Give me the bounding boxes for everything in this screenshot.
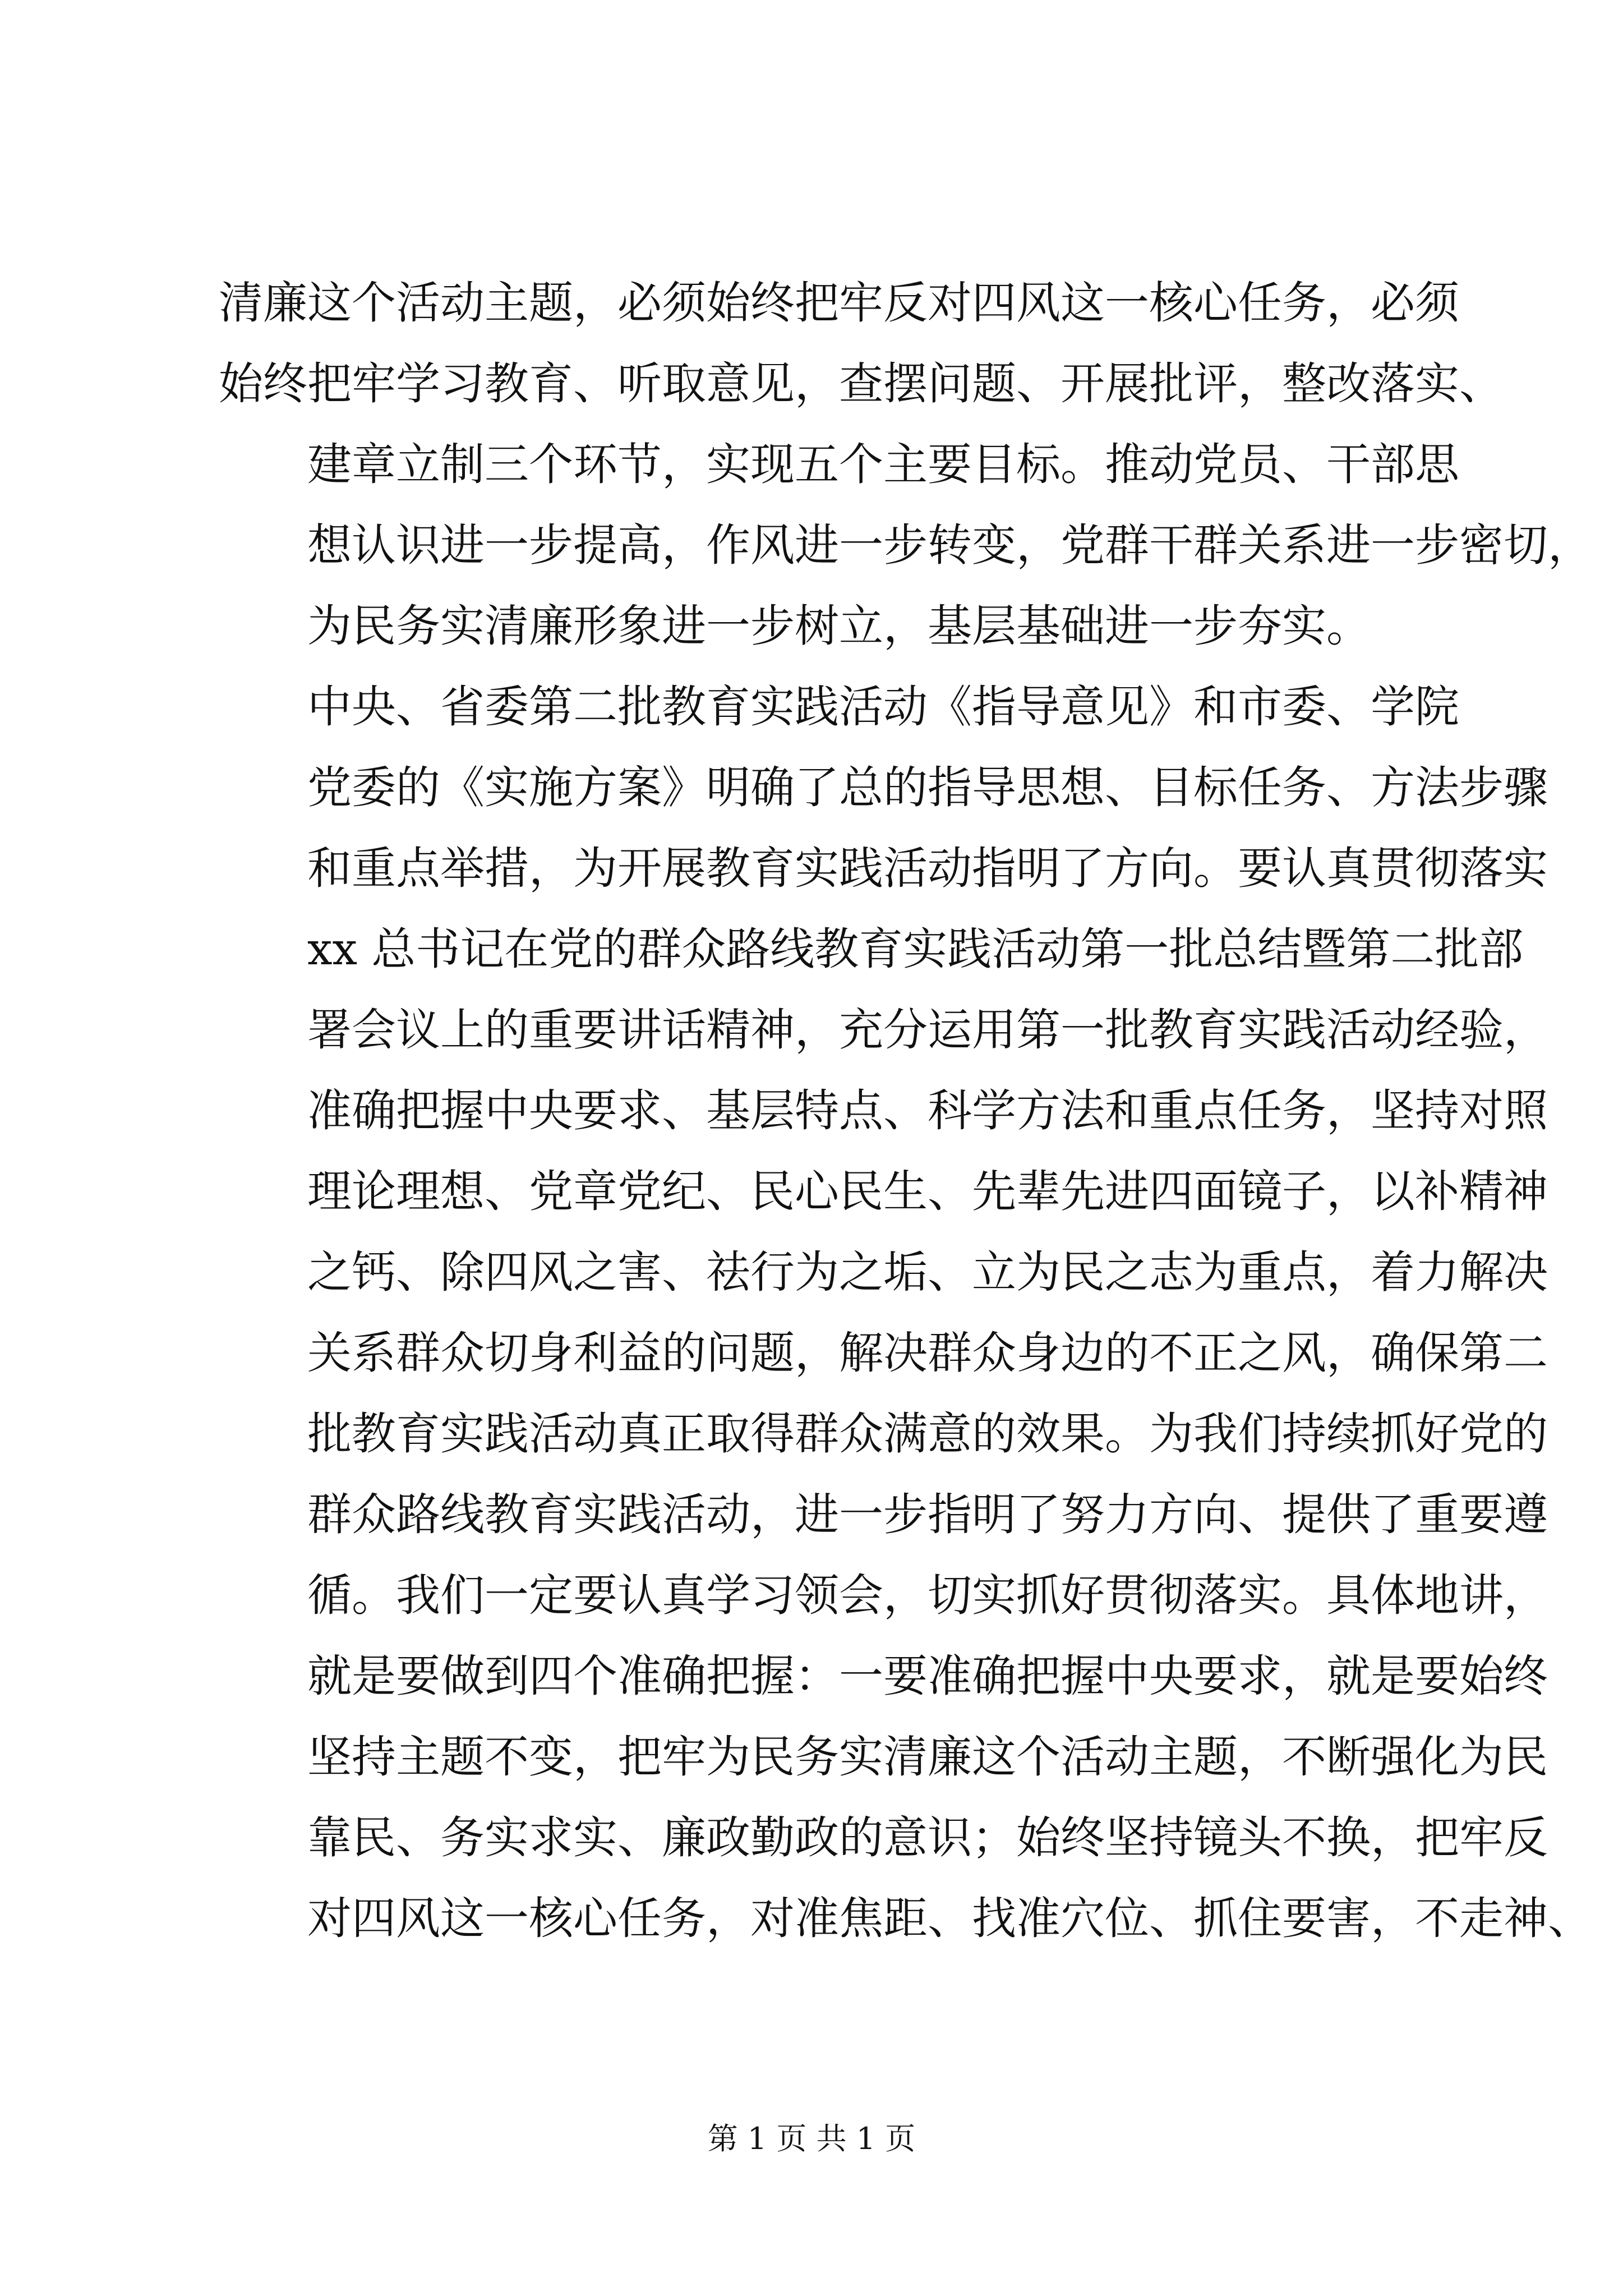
paragraph-2 xyxy=(219,424,1592,666)
text-line: 为民务实清廉形象进一步树立，基层基础进一步夯实。 xyxy=(307,600,1371,652)
text-line: 靠民、务实求实、廉政勤政的意识；始终坚持镜头不换，把牢反 xyxy=(307,1812,1548,1864)
text-line: 党委的《实施方案》明确了总的指导思想、目标任务、方法步骤 xyxy=(307,762,1548,813)
text-line: 群众路线教育实践活动，进一步指明了努力方向、提供了重要遵 xyxy=(307,1489,1548,1540)
text-line: xx 总书记在党的群众路线教育实践活动第一批总结暨第二批部 xyxy=(307,923,1524,975)
text-line: 准确把握中央要求、基层特点、科学方法和重点任务，坚持对照 xyxy=(307,1085,1548,1137)
page-footer xyxy=(0,2115,1623,2158)
page-number: 第 1 页 共 1 页 xyxy=(707,2121,916,2156)
body-text xyxy=(219,263,1592,1959)
text-line: 署会议上的重要讲话精神，充分运用第一批教育实践活动经验， xyxy=(307,1004,1548,1056)
text-line: 关系群众切身利益的问题，解决群众身边的不正之风，确保第二 xyxy=(307,1327,1548,1379)
text-line: 建章立制三个环节，实现五个主要目标。推动党员、干部思 xyxy=(307,439,1459,490)
text-line: 和重点举措，为开展教育实践活动指明了方向。要认真贯彻落实 xyxy=(307,843,1548,894)
text-line: 就是要做到四个准确把握：一要准确把握中央要求，就是要始终 xyxy=(307,1650,1548,1702)
text-line: 批教育实践活动真正取得群众满意的效果。为我们持续抓好党的 xyxy=(307,1408,1548,1460)
text-line: 清廉这个活动主题，必须始终把牢反对四风这一核心任务，必须 xyxy=(219,277,1459,329)
text-line: 坚持主题不变，把牢为民务实清廉这个活动主题，不断强化为民 xyxy=(307,1731,1548,1783)
paragraph-3 xyxy=(219,666,1592,1959)
text-line: 理论理想、党章党纪、民心民生、先辈先进四面镜子，以补精神 xyxy=(307,1166,1548,1217)
paragraph-1 xyxy=(219,263,1504,424)
text-line: 对四风这一核心任务，对准焦距、找准穴位、抓住要害，不走神、 xyxy=(307,1893,1592,1944)
text-line: 始终把牢学习教育、听取意见，查摆问题、开展批评，整改落实、 xyxy=(219,358,1504,409)
text-line: 之钙、除四风之害、祛行为之垢、立为民之志为重点，着力解决 xyxy=(307,1246,1548,1298)
text-line: 想认识进一步提高，作风进一步转变，党群干群关系进一步密切， xyxy=(307,519,1592,571)
text-line: 中央、省委第二批教育实践活动《指导意见》和市委、学院 xyxy=(307,681,1459,733)
text-line: 循。我们一定要认真学习领会，切实抓好贯彻落实。具体地讲， xyxy=(307,1570,1548,1621)
